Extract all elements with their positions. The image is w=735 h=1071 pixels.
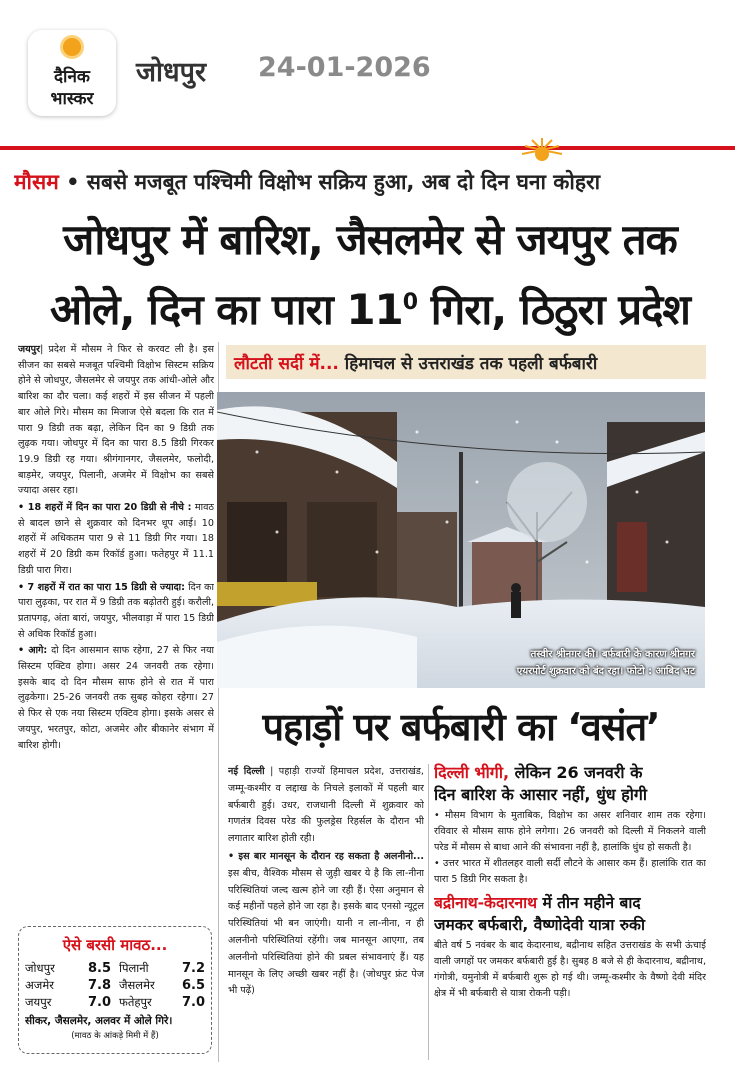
photo-caption — [517, 646, 695, 680]
dateline: नई दिल्ली — [228, 766, 265, 777]
left-para-2 — [18, 500, 214, 579]
para-text: | प्रदेश में मौसम ने फिर से करवट ली है। इस सीजन का सबसे मजबूत पश्चिमी विक्षोभ सिस्टम सक्रिय होने से जोधपुर, जैसलमेर से जयपुर तक आंधी-ओले और बारिश का दौर चला। कई शहरों में इस सीजन में पहली बार ओले गिरे। मौसम का मिजाज ऐसे बदला कि रात में पारा 9 डिग्री तक बढ़ा, लेकिन दिन का 9 डिग्री तक लुढ़क गया। जोधपुर में दिन का पारा 8.5 डिग्री गिरकर 19.9 डिग्री रह गया। श्रीगंगानगर, जैसलमेर, फलोदी, बाड़मेर, जयपुर, पिलानी, अजमेर में विक्षोभ का सबसे ज्यादा असर रहा। — [18, 344, 214, 497]
value: 6.5 — [181, 978, 205, 993]
para-text: इस बीच, वैश्विक मौसम से जुड़ी खबर ये है कि ला-नीना परिस्थितियां जल्द खत्म होने जा रही हैं। ऐसा अनुमान से कई महीनों पहले होने जा रहा है। इसके बाद एनसो न्यूट्रल परिस्थितियां भी बन जाएंगी। यानी न ला-नीना, न ही अलनीनो परिस्थितियां रहेंगी। जब मानसून आएगा, तब अलनीनो परिस्थितियां होने की प्रबल संभावनाएं हैं। यह मानसून के लिए अच्छी खबर नहीं है। (जोधपुर फ्रंट पेज भी पढ़ें) — [228, 867, 424, 997]
dainik-bhaskar-logo[interactable] — [28, 30, 116, 116]
subheadline-red: बद्रीनाथ-केदारनाथ — [434, 894, 538, 912]
caption-line1: तस्वीर श्रीनगर की। बर्फबारी के कारण श्रीनगर — [530, 649, 695, 660]
headline-part-a: ओले, दिन का पारा 11 — [50, 285, 403, 334]
kicker-text: • सबसे मजबूत पश्चिमी विक्षोभ सक्रिय हुआ, अब दो दिन घना कोहरा — [58, 170, 601, 194]
hail-note: सीकर, जैसलमेर, अलवर में ओले गिरे। — [25, 1015, 173, 1027]
rainfall-table — [25, 961, 205, 1010]
banner-red-text: लौटती सर्दी में... — [234, 354, 339, 374]
kicker-label: मौसम — [14, 170, 59, 194]
mid-para-1 — [228, 764, 424, 848]
rainfall-row — [25, 995, 111, 1010]
dateline: जयपुर — [18, 344, 41, 355]
value: 7.0 — [181, 995, 205, 1010]
logo-line1: दैनिक — [54, 67, 90, 87]
photo-banner — [226, 345, 706, 379]
right-article-column — [434, 762, 706, 1062]
banner-text: हिमाचल से उत्तराखंड तक पहली बर्फबारी — [338, 354, 598, 374]
sunburst-icon — [522, 138, 562, 162]
left-para-4 — [18, 643, 214, 753]
para-text: मावठ से बादल छाने से शुक्रवार को दिनभर धूप आई। 10 शहरों में अधिकतम पारा 9 से 11 डिग्री गिर गया। 18 शहरों में 20 डिग्री कम रिकॉर्ड हुआ। फतेहपुर में 11.1 डिग्री पारा गिरा। — [18, 502, 214, 576]
delhi-subheadline-line2: दिन बारिश के आसार नहीं, धुंध होगी — [434, 785, 648, 804]
delhi-article-column — [228, 764, 424, 1060]
badrinath-subheadline-line2: जमकर बर्फबारी, वैष्णोदेवी यात्रा रुकी — [434, 916, 645, 934]
delhi-subheadline — [434, 762, 706, 784]
city: अजमेर — [25, 978, 54, 992]
degree-superscript: 0 — [402, 290, 418, 315]
para-text: दिन का पारा लुढ़का, पर रात में 9 डिग्री तक बढ़ोतरी हुई। करौली, प्रतापगढ़, अंता बारां, जयपुर, भीलवाड़ा में पारा 15 डिग्री से अधिक रिकॉर्ड हुआ। — [18, 581, 214, 640]
left-para-1 — [18, 342, 214, 499]
rainfall-unit-note: (मावठ के आंकड़े मिमी में हैं) — [71, 1031, 159, 1041]
para-text: दो दिन आसमान साफ रहेगा, 27 से फिर नया सिस्टम एक्टिव होगा। असर 24 जनवरी तक रहेगा। इसके बाद दो दिन मौसम साफ होने से रात में पारा लुढ़केगा। 25-26 जनवरी तक सुबह कोहरा रहेगा। 27 से फिर से एक नया सिस्टम एक्टिव होगा। इसके असर से जयपुर, भरतपुर, कोटा, अजमेर और बीकानेर संभाग में बारिश होगी। — [18, 645, 214, 751]
para-lead: • आगे: — [18, 645, 48, 657]
para-text: • उत्तर भारत में शीतलहर वाली सर्दी लौटने के आसार कम हैं। हालांकि रात का पारा 5 डिग्री गिर सकता है। — [434, 858, 706, 885]
city: पिलानी — [119, 961, 149, 975]
rainfall-row — [119, 978, 205, 993]
left-para-3 — [18, 580, 214, 643]
snow-photo[interactable] — [217, 392, 705, 688]
edition-city: जोधपुर — [136, 57, 207, 88]
header-divider — [0, 146, 735, 150]
delhi-text — [434, 808, 706, 888]
logo-line2: भास्कर — [50, 89, 94, 109]
rainfall-row — [25, 961, 111, 976]
sun-icon — [63, 38, 81, 56]
value: 8.5 — [87, 961, 111, 976]
value: 7.2 — [181, 961, 205, 976]
rainfall-box — [18, 926, 212, 1054]
value: 7.8 — [87, 978, 111, 993]
snow-scene-image — [217, 392, 705, 688]
badrinath-text — [434, 938, 706, 1002]
city: जयपुर — [25, 995, 52, 1009]
edition-date: 24-01-2026 — [258, 52, 431, 83]
para-text: बीते वर्ष 5 नवंबर के बाद केदारनाथ, बद्रीनाथ सहित उत्तराखंड के सभी ऊंचाई वाली जगहों पर जमकर बर्फबारी हुई है। सुबह 8 बजे से ही केदारनाथ, बद्रीनाथ, गंगोत्री, यमुनोत्री में बर्फबारी शुरू हो गई थी। जम्मू-कश्मीर के वैष्णो देवी मंदिर क्षेत्र में भी बर्फबारी से यात्रा रोकनी पड़ी। — [434, 940, 706, 999]
rainfall-row — [119, 961, 205, 976]
main-headline-line1: जोधपुर में बारिश, जैसलमेर से जयपुर तक — [63, 215, 677, 264]
para-text: • मौसम विभाग के मुताबिक, विक्षोभ का असर शनिवार शाम तक रहेगा। रविवार से मौसम साफ होने लगेगा। 26 जनवरी को दिल्ली में निकलने वाली परेड में मौसम से बाधा आने की संभावना नहीं है, हालांकि धुंध हो सकती है। — [434, 810, 706, 853]
left-article-column — [18, 342, 214, 922]
rainfall-row — [119, 995, 205, 1010]
caption-line2: एयरपोर्ट शुक्रवार को बंद रहा। फोटो : आबिद भट — [516, 666, 695, 677]
headline-part-b: गिरा, ठिठुरा प्रदेश — [417, 285, 690, 334]
value: 7.0 — [87, 995, 111, 1010]
rainfall-title: ऐसे बरसी मावठ... — [62, 936, 168, 954]
para-lead: • 18 शहरों में दिन का पारा 20 डिग्री से नीचे : — [18, 502, 192, 514]
subheadline-rest: लेकिन 26 जनवरी के — [509, 763, 643, 782]
city: जैसलमेर — [119, 978, 155, 992]
city: फतेहपुर — [119, 995, 152, 1009]
column-divider — [428, 764, 429, 1060]
snowfall-headline: पहाड़ों पर बर्फबारी का ‘वसंत’ — [262, 705, 660, 749]
mid-para-2 — [228, 849, 424, 1000]
main-headline-line2 — [14, 280, 726, 337]
para-lead: • इस बार मानसून के दौरान रह सकता है अलनीनो... — [228, 850, 424, 862]
rainfall-row — [25, 978, 111, 993]
newspaper-header — [0, 0, 735, 146]
badrinath-subheadline — [434, 892, 706, 914]
subheadline-red: दिल्ली भीगी, — [434, 763, 510, 782]
para-lead: • 7 शहरों में रात का पारा 15 डिग्री से ज्यादा: — [18, 581, 185, 593]
city: जोधपुर — [25, 961, 55, 975]
subheadline-rest: में तीन महीने बाद — [537, 894, 641, 912]
kicker — [14, 168, 726, 200]
para-text: | पहाड़ी राज्यों हिमाचल प्रदेश, उत्तराखंड, जम्मू-कश्मीर व लद्दाख के निचले इलाकों में पहली बार बर्फबारी हुई। उधर, राजधानी दिल्ली में शुक्रवार को गणतंत्र दिवस परेड की फुलड्रेस रिहर्सल के दौरान भी लगातार बारिश होती रही। — [228, 766, 424, 845]
